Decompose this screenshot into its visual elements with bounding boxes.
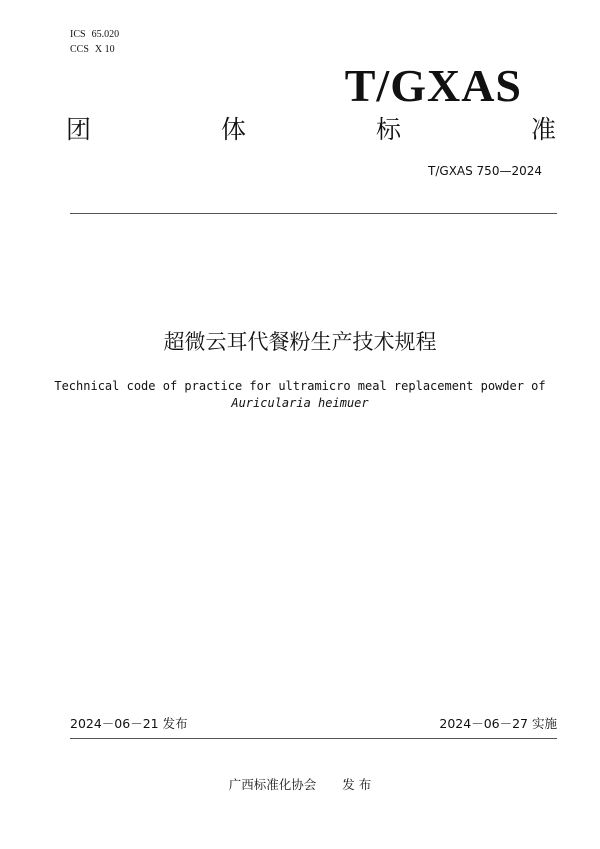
- ccs-code: X 10: [94, 44, 115, 55]
- ics-label: ICS: [70, 29, 86, 40]
- standard-type-char: 标: [375, 115, 401, 144]
- standard-logo: T/GXAS: [344, 60, 522, 111]
- publisher-action: 发 布: [342, 777, 372, 792]
- issue-date: 2024－06－21 发布: [70, 716, 188, 731]
- top-divider: [70, 213, 557, 214]
- standard-type-char: 团: [66, 115, 92, 144]
- document-title-species: Auricularia heimuer: [231, 396, 369, 410]
- document-title-chinese: 超微云耳代餐粉生产技术规程: [163, 330, 437, 354]
- ics-classification: [70, 28, 125, 42]
- standard-type-char: 体: [220, 115, 246, 144]
- standard-type-char: 准: [530, 115, 556, 144]
- document-title-english: Technical code of practice for ultramicro meal replacement powder of: [54, 379, 546, 393]
- standard-type-heading: [66, 114, 556, 146]
- standard-number: T/GXAS 750—2024: [428, 164, 542, 178]
- bottom-divider: [70, 738, 557, 739]
- ccs-classification: [70, 43, 121, 57]
- publisher-name: 广西标准化协会: [228, 777, 317, 792]
- ccs-label: CCS: [70, 44, 89, 55]
- implementation-date: 2024－06－27 实施: [439, 716, 557, 731]
- publisher-line: [0, 776, 600, 794]
- ics-code: 65.020: [91, 29, 120, 40]
